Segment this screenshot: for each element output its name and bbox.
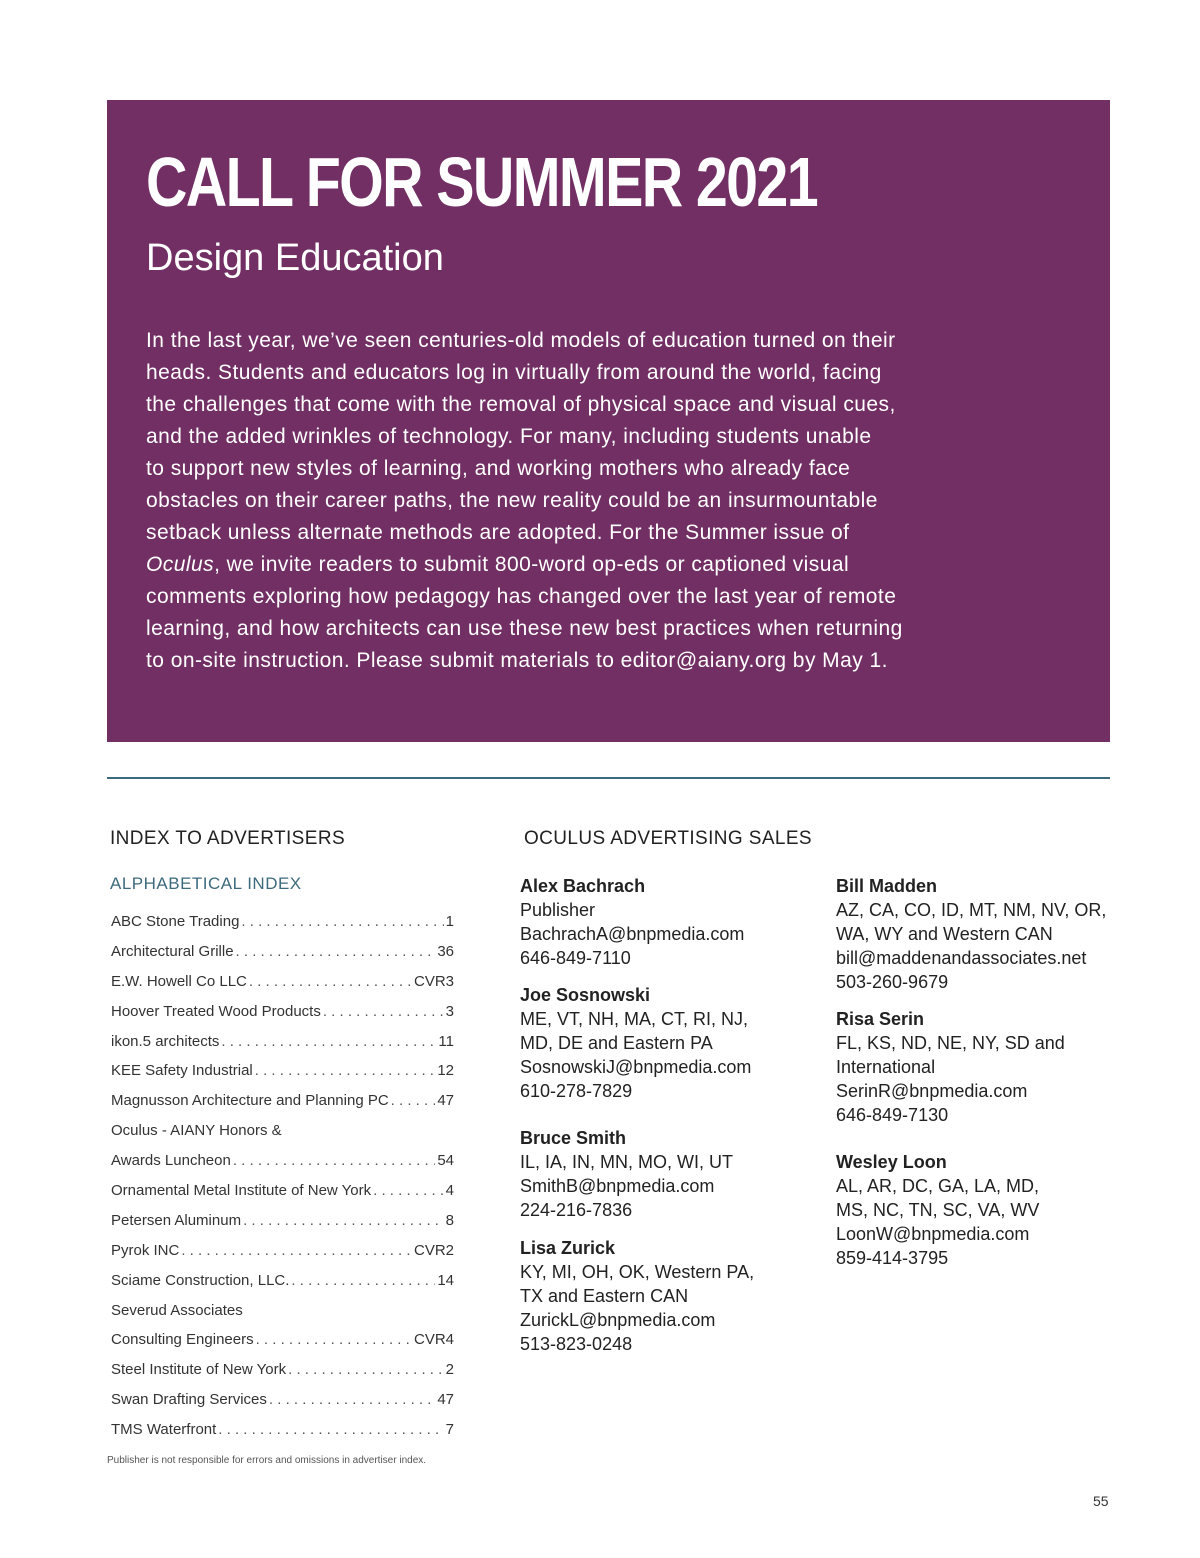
- advertiser-index-entry: [111, 1361, 454, 1391]
- rep-territory: WA, WY and Western CAN: [836, 924, 1053, 944]
- index-heading: INDEX TO ADVERTISERS: [110, 828, 346, 849]
- dot-leader: [391, 1092, 436, 1109]
- advertiser-name: ABC Stone Trading: [111, 913, 240, 930]
- advertiser-page: CVR4: [413, 1331, 454, 1349]
- sales-rep: [520, 1236, 754, 1356]
- dot-leader: [373, 1182, 444, 1199]
- advertiser-index-entry: [111, 1391, 454, 1421]
- advertiser-index-entry: [111, 1331, 454, 1361]
- rep-territory: ME, VT, NH, MA, CT, RI, NJ,: [520, 1009, 749, 1029]
- advertiser-page: 47: [437, 1391, 454, 1409]
- advertiser-index-entry: [111, 973, 454, 1003]
- index-disclaimer: Publisher is not responsible for errors and omissions in advertiser index.: [107, 1455, 427, 1466]
- advertiser-name: Petersen Aluminum: [111, 1211, 242, 1229]
- dot-leader: [249, 973, 412, 990]
- advertiser-name: TMS Waterfront: [111, 1421, 217, 1439]
- advertiser-page: CVR3: [413, 972, 454, 990]
- sales-heading: OCULUS ADVERTISING SALES: [524, 828, 813, 849]
- advertiser-name: Awards Luncheon: [111, 1152, 231, 1170]
- dot-leader: [243, 1212, 444, 1229]
- rep-email[interactable]: BachrachA@bnpmedia.com: [520, 924, 745, 944]
- callout-body-line: In the last year, we’ve seen centuries-old models of education turned on their: [146, 329, 896, 352]
- advertiser-name: Swan Drafting Services: [111, 1391, 267, 1409]
- rep-territory: International: [836, 1057, 936, 1077]
- advertiser-page: 47: [437, 1092, 454, 1110]
- advertiser-page: 8: [445, 1211, 454, 1229]
- advertiser-page: 7: [445, 1421, 454, 1439]
- dot-leader: [256, 1331, 412, 1348]
- advertiser-index-list: [111, 913, 454, 1451]
- callout-body-line: and the added wrinkles of technology. For many, including students unable: [146, 425, 872, 448]
- dot-leader: [181, 1242, 412, 1259]
- rep-name: Joe Sosnowski: [520, 985, 651, 1005]
- rep-email[interactable]: SosnowskiJ@bnpmedia.com: [520, 1057, 752, 1077]
- callout-body-line: the challenges that come with the removal of physical space and visual cues,: [146, 393, 896, 416]
- sales-rep: [520, 983, 751, 1103]
- page-number: 55: [1093, 1493, 1109, 1509]
- advertiser-index-entry: [111, 1152, 454, 1182]
- advertiser-index-entry: [111, 1062, 454, 1092]
- dot-leader: [288, 1361, 444, 1378]
- advertiser-page: 54: [437, 1152, 454, 1170]
- advertiser-index-entry: [111, 1122, 454, 1152]
- rep-name: Lisa Zurick: [520, 1238, 616, 1258]
- rep-territory: FL, KS, ND, NE, NY, SD and: [836, 1033, 1065, 1053]
- dot-leader: [255, 1062, 436, 1079]
- section-divider: [107, 777, 1110, 779]
- dot-leader: [233, 1152, 436, 1169]
- sales-rep: [836, 874, 1106, 994]
- rep-phone: 224-216-7836: [520, 1200, 633, 1220]
- advertiser-name: Sciame Construction, LLC.: [111, 1271, 290, 1289]
- advertiser-name: Severud Associates: [111, 1301, 243, 1319]
- advertiser-name: Oculus - AIANY Honors &: [111, 1122, 282, 1140]
- advertiser-page: 1: [445, 913, 454, 930]
- rep-phone: 646-849-7130: [836, 1105, 949, 1125]
- advertiser-index-entry: [111, 1033, 454, 1063]
- advertiser-name: Steel Institute of New York: [111, 1361, 287, 1379]
- dot-leader: [291, 1272, 435, 1289]
- rep-phone: 503-260-9679: [836, 972, 949, 992]
- advertiser-name: Magnusson Architecture and Planning PC: [111, 1092, 389, 1110]
- advertiser-name: E.W. Howell Co LLC: [111, 972, 247, 990]
- callout-body-line: [146, 549, 1046, 581]
- sales-rep: [836, 1007, 1065, 1127]
- rep-territory: MD, DE and Eastern PA: [520, 1033, 713, 1053]
- dot-leader: [323, 1003, 444, 1020]
- callout-body-line: heads. Students and educators log in virtually from around the world, facing: [146, 361, 882, 384]
- rep-territory: AZ, CA, CO, ID, MT, NM, NV, OR,: [836, 900, 1107, 920]
- advertiser-index-entry: [111, 1212, 454, 1242]
- dot-leader: [241, 913, 443, 930]
- sales-rep: [836, 1150, 1039, 1270]
- dot-leader: [218, 1421, 443, 1438]
- advertiser-name: Pyrok INC: [111, 1241, 180, 1259]
- callout-body: [146, 325, 1046, 677]
- rep-name: Alex Bachrach: [520, 876, 646, 896]
- rep-email[interactable]: ZurickL@bnpmedia.com: [520, 1310, 716, 1330]
- rep-name: Bill Madden: [836, 876, 938, 896]
- rep-territory: AL, AR, DC, GA, LA, MD,: [836, 1176, 1040, 1196]
- rep-territory: IL, IA, IN, MN, MO, WI, UT: [520, 1152, 734, 1172]
- advertiser-index-entry: [111, 1182, 454, 1212]
- rep-phone: 859-414-3795: [836, 1248, 949, 1268]
- rep-territory: KY, MI, OH, OK, Western PA,: [520, 1262, 755, 1282]
- dot-leader: [236, 943, 436, 960]
- rep-title: Publisher: [520, 900, 596, 920]
- dot-leader: [269, 1391, 435, 1408]
- dot-leader: [221, 1033, 436, 1050]
- advertiser-page: CVR2: [413, 1241, 454, 1259]
- rep-territory: MS, NC, TN, SC, VA, WV: [836, 1200, 1040, 1220]
- sales-rep: [520, 874, 744, 970]
- rep-phone: 513-823-0248: [520, 1334, 633, 1354]
- sales-rep: [520, 1126, 733, 1222]
- advertiser-index-entry: [111, 943, 454, 973]
- advertiser-name: Architectural Grille: [111, 942, 234, 960]
- callout-body-line: comments exploring how pedagogy has changed over the last year of remote: [146, 585, 897, 608]
- rep-email[interactable]: SmithB@bnpmedia.com: [520, 1176, 715, 1196]
- callout-body-line: to on-site instruction. Please submit materials to editor@aiany.org by May 1.: [146, 649, 888, 672]
- advertiser-name: ikon.5 architects: [111, 1032, 220, 1050]
- advertiser-page: 36: [437, 942, 454, 960]
- callout-body-line: to support new styles of learning, and working mothers who already face: [146, 457, 851, 480]
- callout-title: CALL FOR SUMMER 2021: [146, 143, 818, 221]
- advertiser-index-entry: [111, 1092, 454, 1122]
- advertiser-page: 2: [445, 1361, 454, 1379]
- rep-name: Wesley Loon: [836, 1152, 947, 1172]
- rep-territory: TX and Eastern CAN: [520, 1286, 689, 1306]
- advertiser-index-entry: [111, 1421, 454, 1451]
- advertiser-page: 11: [438, 1032, 454, 1050]
- callout-subtitle: Design Education: [146, 237, 444, 279]
- rep-email[interactable]: bill@maddenandassociates.net: [836, 948, 1087, 968]
- advertiser-page: 14: [437, 1271, 454, 1289]
- publication-title: Oculus: [146, 553, 215, 576]
- advertiser-index-entry: [111, 1242, 454, 1272]
- callout-body-line: setback unless alternate methods are adopted. For the Summer issue of: [146, 521, 850, 544]
- rep-email[interactable]: LoonW@bnpmedia.com: [836, 1224, 1030, 1244]
- callout-body-line: learning, and how architects can use these new best practices when returning: [146, 617, 903, 640]
- callout-body-line: obstacles on their career paths, the new reality could be an insurmountable: [146, 489, 878, 512]
- advertiser-name: Hoover Treated Wood Products: [111, 1002, 321, 1020]
- rep-name: Bruce Smith: [520, 1128, 627, 1148]
- advertiser-index-entry: [111, 1272, 454, 1302]
- rep-phone: 610-278-7829: [520, 1081, 633, 1101]
- advertiser-index-entry: [111, 913, 454, 943]
- rep-name: Risa Serin: [836, 1009, 925, 1029]
- advertiser-page: 12: [437, 1062, 454, 1080]
- advertiser-index-entry: [111, 1302, 454, 1332]
- advertiser-name: KEE Safety Industrial: [111, 1062, 253, 1080]
- callout-body-fragment: , we invite readers to submit 800-word op-eds or captioned visual: [214, 553, 850, 576]
- advertiser-page: 3: [445, 1002, 454, 1020]
- rep-phone: 646-849-7110: [520, 948, 631, 968]
- advertiser-name: Consulting Engineers: [111, 1331, 254, 1349]
- advertiser-name: Ornamental Metal Institute of New York: [111, 1182, 372, 1200]
- alphabetical-index-heading: ALPHABETICAL INDEX: [110, 874, 302, 893]
- rep-email[interactable]: SerinR@bnpmedia.com: [836, 1081, 1028, 1101]
- advertiser-index-entry: [111, 1003, 454, 1033]
- advertiser-page: 4: [445, 1182, 454, 1200]
